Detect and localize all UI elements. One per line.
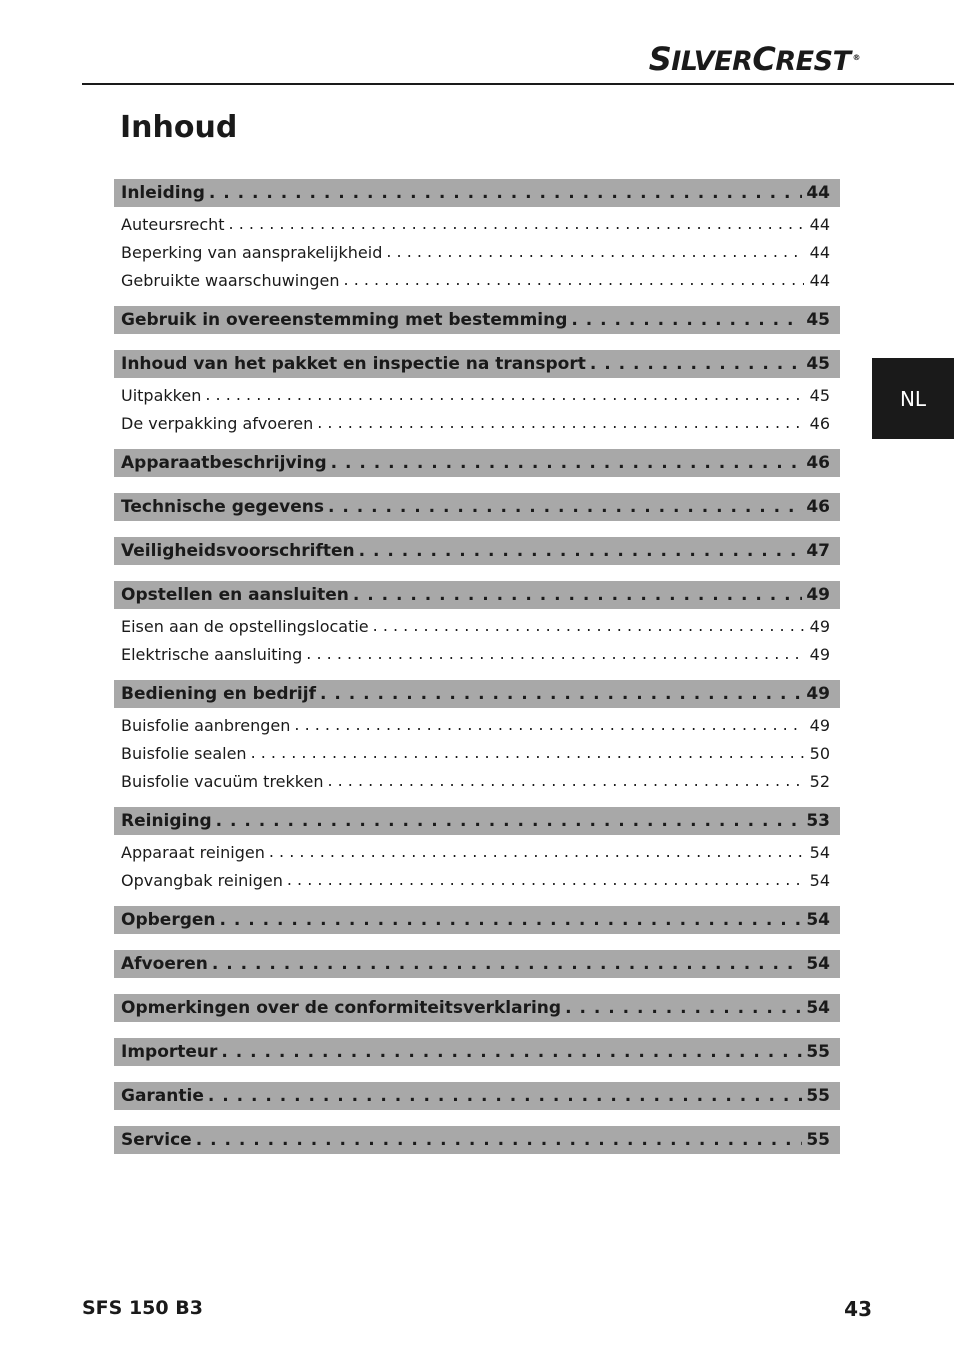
toc-section xyxy=(114,1126,840,1154)
toc-subsection[interactable] xyxy=(114,409,840,437)
toc-section-page: 45 xyxy=(806,354,830,374)
toc-section-page: 54 xyxy=(806,910,830,930)
toc-section-title: Opmerkingen over de conformiteitsverklaring xyxy=(121,998,562,1018)
toc-section-page: 54 xyxy=(806,998,830,1018)
toc-section-heading[interactable] xyxy=(114,537,840,565)
toc-leader-dots xyxy=(251,745,804,761)
toc-section-title: Reiniging xyxy=(121,811,212,831)
toc-subsection[interactable] xyxy=(114,210,840,238)
toc-subsection-page: 44 xyxy=(809,214,830,234)
toc-subsection-page: 45 xyxy=(809,385,830,405)
toc-subsection[interactable] xyxy=(114,612,840,640)
toc-leader-dots xyxy=(328,499,802,516)
toc-section xyxy=(114,537,840,565)
toc-section-heading[interactable] xyxy=(114,581,840,609)
toc-section-title: Inleiding xyxy=(121,183,205,203)
toc-leader-dots xyxy=(353,587,802,604)
toc-subsection[interactable] xyxy=(114,381,840,409)
toc-leader-dots xyxy=(269,844,804,860)
toc-section xyxy=(114,306,840,334)
toc-subsection[interactable] xyxy=(114,767,840,795)
toc-subsection-page: 49 xyxy=(809,616,830,636)
toc-section-title: Bediening en bedrijf xyxy=(121,684,316,704)
toc-leader-dots xyxy=(317,415,804,431)
toc-section-heading[interactable] xyxy=(114,680,840,708)
toc-section-heading[interactable] xyxy=(114,994,840,1022)
toc-leader-dots xyxy=(212,956,802,973)
brand-logo: SILVERCREST ® xyxy=(648,40,860,78)
toc-subsection-title: Elektrische aansluiting xyxy=(121,644,303,664)
toc-subsection-title: Uitpakken xyxy=(121,385,202,405)
toc-section-title: Afvoeren xyxy=(121,954,208,974)
toc-leader-dots xyxy=(571,312,802,329)
toc-section-heading[interactable] xyxy=(114,1126,840,1154)
toc-leader-dots xyxy=(220,912,803,929)
toc-subsection[interactable] xyxy=(114,238,840,266)
toc-subsection-title: Gebruikte waarschuwingen xyxy=(121,270,340,290)
toc-leader-dots xyxy=(359,543,803,560)
toc-leader-dots xyxy=(306,646,804,662)
toc-leader-dots xyxy=(590,356,802,373)
toc-subsection-page: 44 xyxy=(809,242,830,262)
toc-subsection[interactable] xyxy=(114,866,840,894)
toc-leader-dots xyxy=(565,1000,802,1017)
toc-section-title: Apparaatbeschrijving xyxy=(121,453,327,473)
toc-leader-dots xyxy=(208,1088,802,1105)
toc-section-page: 46 xyxy=(806,453,830,473)
toc-section-page: 55 xyxy=(806,1086,830,1106)
toc-subsection-title: Buisfolie aanbrengen xyxy=(121,715,291,735)
toc-section-heading[interactable] xyxy=(114,807,840,835)
toc-section-title: Veiligheidsvoorschriften xyxy=(121,541,355,561)
toc-subsection-page: 46 xyxy=(809,413,830,433)
toc-subsection-title: Beperking van aansprakelijkheid xyxy=(121,242,383,262)
toc-section-title: Gebruik in overeenstemming met bestemming xyxy=(121,310,568,330)
toc-section xyxy=(114,950,840,978)
toc-subsection[interactable] xyxy=(114,266,840,294)
toc-subsection-title: Apparaat reinigen xyxy=(121,842,265,862)
toc-section xyxy=(114,906,840,934)
toc-leader-dots xyxy=(331,455,803,472)
page-title: Inhoud xyxy=(120,110,238,145)
toc-section xyxy=(114,449,840,477)
toc-section-page: 45 xyxy=(806,310,830,330)
header-rule xyxy=(82,83,954,85)
toc-section-page: 55 xyxy=(806,1130,830,1150)
toc-section xyxy=(114,807,840,894)
toc-leader-dots xyxy=(386,244,804,260)
toc-section-heading[interactable] xyxy=(114,449,840,477)
toc-section-heading[interactable] xyxy=(114,350,840,378)
toc-section-page: 49 xyxy=(806,585,830,605)
toc-section-title: Inhoud van het pakket en inspectie na transport xyxy=(121,354,586,374)
toc-section-title: Opstellen en aansluiten xyxy=(121,585,349,605)
toc-subsection[interactable] xyxy=(114,739,840,767)
toc-section xyxy=(114,680,840,795)
toc-subsection-list xyxy=(114,835,840,894)
toc-subsection-list xyxy=(114,609,840,668)
toc-subsection-list xyxy=(114,207,840,294)
toc-section-heading[interactable] xyxy=(114,950,840,978)
toc-leader-dots xyxy=(287,872,804,888)
toc-section-page: 49 xyxy=(806,684,830,704)
toc-section-page: 46 xyxy=(806,497,830,517)
toc-subsection-title: De verpakking afvoeren xyxy=(121,413,314,433)
toc-subsection-title: Buisfolie sealen xyxy=(121,743,247,763)
toc-subsection-list xyxy=(114,378,840,437)
toc-section-page: 47 xyxy=(806,541,830,561)
toc-section-heading[interactable] xyxy=(114,1038,840,1066)
toc-subsection-title: Eisen aan de opstellingslocatie xyxy=(121,616,369,636)
toc-section-title: Technische gegevens xyxy=(121,497,324,517)
toc-section xyxy=(114,581,840,668)
toc-leader-dots xyxy=(373,618,804,634)
toc-subsection-page: 52 xyxy=(809,771,830,791)
toc-section-page: 54 xyxy=(806,954,830,974)
toc-subsection[interactable] xyxy=(114,640,840,668)
toc-subsection-title: Opvangbak reinigen xyxy=(121,870,283,890)
toc-leader-dots xyxy=(209,185,802,202)
footer-model: SFS 150 B3 xyxy=(82,1297,203,1319)
toc-section xyxy=(114,1038,840,1066)
toc-section xyxy=(114,994,840,1022)
toc-section-title: Garantie xyxy=(121,1086,204,1106)
toc-subsection-page: 54 xyxy=(809,870,830,890)
toc-section-title: Service xyxy=(121,1130,192,1150)
toc-section-title: Importeur xyxy=(121,1042,218,1062)
toc-subsection-page: 44 xyxy=(809,270,830,290)
toc-section-heading[interactable] xyxy=(114,306,840,334)
toc-subsection-title: Buisfolie vacuüm trekken xyxy=(121,771,324,791)
footer-page-number: 43 xyxy=(844,1297,872,1321)
toc-section xyxy=(114,493,840,521)
toc-subsection-page: 49 xyxy=(809,644,830,664)
table-of-contents xyxy=(114,179,840,1170)
toc-subsection-page: 49 xyxy=(809,715,830,735)
toc-section xyxy=(114,1082,840,1110)
toc-subsection-page: 50 xyxy=(809,743,830,763)
toc-leader-dots xyxy=(196,1132,803,1149)
toc-subsection[interactable] xyxy=(114,838,840,866)
toc-subsection-page: 54 xyxy=(809,842,830,862)
toc-section-page: 55 xyxy=(806,1042,830,1062)
toc-section-heading[interactable] xyxy=(114,493,840,521)
language-tab: NL xyxy=(872,358,954,439)
toc-section-title: Opbergen xyxy=(121,910,216,930)
toc-section-page: 53 xyxy=(806,811,830,831)
toc-leader-dots xyxy=(320,686,802,703)
toc-section-heading[interactable] xyxy=(114,179,840,207)
toc-leader-dots xyxy=(229,216,804,232)
toc-section xyxy=(114,350,840,437)
toc-leader-dots xyxy=(294,717,804,733)
toc-section-heading[interactable] xyxy=(114,906,840,934)
toc-section-heading[interactable] xyxy=(114,1082,840,1110)
toc-leader-dots xyxy=(344,272,804,288)
toc-section xyxy=(114,179,840,294)
toc-section-page: 44 xyxy=(806,183,830,203)
toc-subsection-list xyxy=(114,708,840,795)
toc-subsection-title: Auteursrecht xyxy=(121,214,225,234)
toc-leader-dots xyxy=(216,813,803,830)
toc-subsection[interactable] xyxy=(114,711,840,739)
toc-leader-dots xyxy=(327,773,804,789)
toc-leader-dots xyxy=(221,1044,802,1061)
toc-leader-dots xyxy=(205,387,804,403)
